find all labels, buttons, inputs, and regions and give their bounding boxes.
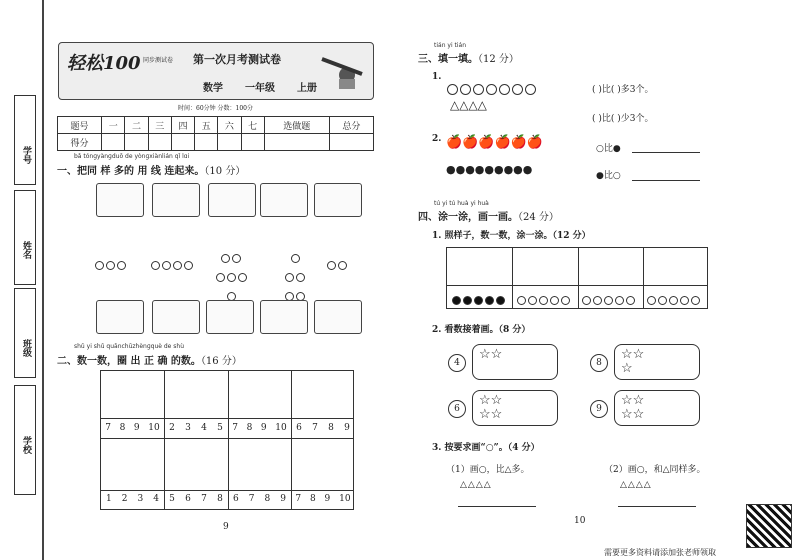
circle-group-5 [280, 248, 310, 305]
s4-q3a-triangles: △△△△ [460, 480, 492, 490]
draw-number: 4 [448, 354, 466, 372]
circle-group-6 [210, 248, 252, 305]
count-grid-row2-images [101, 439, 353, 491]
subject: 数学 [203, 83, 223, 94]
count-option[interactable]: 4 [201, 423, 207, 433]
q1-triangles: △△△△ [450, 98, 487, 112]
draw-number: 9 [590, 400, 608, 418]
score-row [58, 134, 374, 151]
fruit-watermelon-image [260, 183, 308, 217]
draw-number: 8 [590, 354, 608, 372]
count-options[interactable] [291, 423, 355, 433]
score-cell[interactable] [241, 134, 264, 151]
page-number-right: 10 [574, 516, 586, 526]
animal-group-image [314, 300, 362, 334]
draw-bubble[interactable]: ☆☆ ☆ [614, 344, 700, 380]
q2-answer-line[interactable] [632, 152, 700, 153]
score-header-cell: 五 [195, 117, 218, 134]
count-options[interactable] [101, 423, 164, 433]
count-option[interactable]: 4 [153, 494, 159, 504]
count-option[interactable]: 8 [217, 494, 223, 504]
count-option[interactable]: 9 [260, 423, 267, 433]
count-option[interactable]: 6 [296, 423, 302, 433]
q2-apples: 🍎🍎🍎🍎🍎🍎 [446, 135, 544, 150]
section4-title-text: 四、涂一涂，画一画。 [418, 212, 518, 223]
count-option[interactable]: 2 [121, 494, 128, 504]
q2-compare-text: 比 [603, 171, 613, 181]
count-option[interactable]: 10 [339, 494, 351, 504]
score-label: 得分 [58, 134, 102, 151]
class-label: 班级 [20, 339, 31, 357]
circle-group-4 [150, 255, 194, 274]
school-box [14, 385, 36, 495]
section1-points: （10 分） [204, 166, 246, 177]
count-option[interactable]: 7 [232, 423, 239, 433]
s4-q1-text: 1. 照样子，数一数，涂一涂。（12 分） [432, 231, 591, 241]
grid-divider [643, 248, 644, 308]
fruit-tomato-image [152, 183, 200, 217]
section3-title-text: 三、填一填。 [418, 54, 478, 65]
section2-title [57, 352, 242, 367]
score-cell[interactable] [264, 134, 329, 151]
section3-pinyin: tián yi tián [434, 42, 467, 49]
paint-circles[interactable] [516, 290, 571, 309]
count-option[interactable]: 3 [137, 494, 144, 504]
name-label: 姓名 [20, 241, 31, 259]
section4-title [418, 208, 559, 223]
section1-title [57, 162, 245, 177]
grid-divider [291, 371, 292, 509]
score-cell[interactable] [102, 134, 125, 151]
score-cell[interactable] [171, 134, 194, 151]
score-header-cell: 一 [102, 117, 125, 134]
count-option[interactable]: 7 [105, 423, 112, 433]
count-option[interactable]: 10 [148, 423, 160, 433]
count-option[interactable]: 10 [275, 423, 287, 433]
binding-sidebar [0, 0, 44, 560]
section4-pinyin: tú yi tú huà yi huà [434, 200, 489, 207]
q2-tomatoes: ●●●●●●●●● [446, 163, 533, 176]
score-cell[interactable] [329, 134, 373, 151]
score-header-cell: 选做题 [264, 117, 329, 134]
count-option[interactable]: 7 [295, 494, 302, 504]
count-option[interactable]: 9 [280, 494, 286, 504]
paint-circles[interactable] [646, 290, 701, 309]
footer-notice: 需要更多资料请添加张老师领取 [604, 548, 716, 557]
s4-q3-text: 3. 按要求画“○”。（4 分） [432, 443, 540, 453]
mascot-icon [317, 49, 369, 91]
q1-answer-line2[interactable]: ( )比( )少3个。 [592, 114, 654, 124]
school-label: 学校 [20, 436, 31, 454]
exam-subtitle [203, 79, 317, 94]
student-id-box [14, 95, 36, 185]
count-options[interactable] [101, 494, 164, 504]
paint-grid [446, 247, 708, 309]
section2-points: （16 分） [200, 356, 242, 367]
score-header-cell: 四 [171, 117, 194, 134]
count-option[interactable]: 3 [185, 423, 191, 433]
count-option[interactable]: 9 [344, 423, 350, 433]
paint-circles[interactable] [581, 290, 636, 309]
count-options[interactable] [164, 494, 228, 504]
grid-divider [228, 371, 229, 509]
section2-pinyin: shǔ yi shǔ quānchūzhènɡquè de shù [74, 343, 185, 350]
count-options[interactable] [228, 423, 291, 433]
fruit-strawberry-image [96, 183, 144, 217]
score-cell[interactable] [125, 134, 148, 151]
count-option[interactable]: 1 [106, 494, 112, 504]
animal-group-image [260, 300, 308, 334]
volume: 上册 [297, 83, 317, 94]
count-option[interactable]: 7 [201, 494, 207, 504]
q2-compare2: ●比○ [596, 171, 621, 181]
grid-divider [512, 248, 513, 308]
section3-title [418, 50, 519, 65]
count-option[interactable]: 7 [248, 494, 255, 504]
count-options[interactable] [164, 423, 228, 433]
page-number-left: 9 [223, 522, 229, 532]
q1-answer-line1[interactable]: ( )比( )多3个。 [592, 85, 654, 95]
q1-label: 1. [432, 72, 442, 82]
score-header-cell: 题号 [58, 117, 102, 134]
draw-bubble[interactable]: ☆☆ [472, 344, 558, 380]
count-option[interactable]: 8 [328, 423, 334, 433]
count-option[interactable]: 2 [169, 423, 175, 433]
animal-group-image [152, 300, 200, 334]
score-header-cell: 六 [218, 117, 241, 134]
qr-code [746, 504, 792, 548]
s4-q3a-answer-line[interactable] [458, 506, 536, 507]
draw-number: 6 [448, 400, 466, 418]
exam-title: 第一次月考测试卷 [193, 53, 281, 66]
section1-title-text: 一、把同 样 多的 用 线 连起来。 [57, 166, 205, 177]
circle-group-2 [326, 255, 348, 274]
count-options[interactable] [228, 494, 291, 504]
paint-circles-example [451, 290, 506, 309]
s4-q3b: （2）画○，和△同样多。 [604, 465, 706, 475]
grade: 一年级 [245, 83, 275, 94]
fruit-peach-image [208, 183, 256, 217]
count-option[interactable]: 9 [324, 494, 331, 504]
count-option[interactable]: 6 [233, 494, 239, 504]
score-cell[interactable] [148, 134, 171, 151]
s4-q2-text: 2. 看数接着画。（8 分） [432, 325, 531, 335]
logo: 轻松100 [67, 53, 141, 74]
score-header-row [58, 117, 374, 134]
count-option[interactable]: 8 [119, 423, 126, 433]
score-header-cell: 三 [148, 117, 171, 134]
fruit-pear-image [314, 183, 362, 217]
name-box [14, 190, 36, 285]
section4-points: （24 分） [518, 212, 559, 223]
s4-q3b-triangles: △△△△ [620, 480, 652, 490]
score-header-cell: 七 [241, 117, 264, 134]
score-header-cell: 二 [125, 117, 148, 134]
draw-bubble[interactable]: ☆☆ ☆☆ [614, 390, 700, 426]
score-table [57, 116, 374, 151]
grid-divider [164, 371, 165, 509]
score-cell[interactable] [195, 134, 218, 151]
student-id-label: 学号 [20, 146, 31, 164]
section3-points: （12 分） [478, 54, 519, 65]
draw-bubble[interactable]: ☆☆ ☆☆ [472, 390, 558, 426]
count-grid-row1-images [101, 371, 353, 419]
score-header-cell: 总分 [329, 117, 373, 134]
header-banner [58, 42, 374, 100]
animal-group-image [96, 300, 144, 334]
class-box [14, 288, 36, 378]
section2-title-text: 二、数一数，圈 出 正 确 的数。 [57, 356, 201, 367]
paint-grid-images [447, 248, 707, 286]
count-options[interactable] [291, 494, 355, 504]
circle-group-3 [94, 255, 127, 274]
count-option[interactable]: 9 [133, 423, 140, 433]
count-option[interactable]: 5 [217, 423, 223, 433]
q1-circles [446, 80, 537, 99]
count-option[interactable]: 5 [169, 494, 175, 504]
time-info: 时间：60分钟 分数：100分 [178, 105, 253, 112]
count-option[interactable]: 6 [185, 494, 191, 504]
animal-group-image [206, 300, 254, 334]
s4-q3b-answer-line[interactable] [618, 506, 696, 507]
section1-pinyin: bǎ tónɡyànɡduō de yònɡxiànlián qǐ lɑi [74, 153, 190, 160]
s4-q3a: （1）画○，比△多。 [446, 465, 530, 475]
count-option[interactable]: 8 [246, 423, 253, 433]
count-option[interactable]: 8 [309, 494, 316, 504]
count-grid [100, 370, 354, 510]
q2-label: 2. [432, 134, 442, 144]
q2-answer-line[interactable] [632, 180, 700, 181]
count-option[interactable]: 7 [312, 423, 318, 433]
count-option[interactable]: 8 [264, 494, 271, 504]
score-cell[interactable] [218, 134, 241, 151]
q2-compare-text: 比 [603, 144, 613, 154]
q2-compare1: ○比● [596, 144, 621, 154]
grid-divider [578, 248, 579, 308]
logo-sub: 同步测试卷 [143, 57, 174, 64]
